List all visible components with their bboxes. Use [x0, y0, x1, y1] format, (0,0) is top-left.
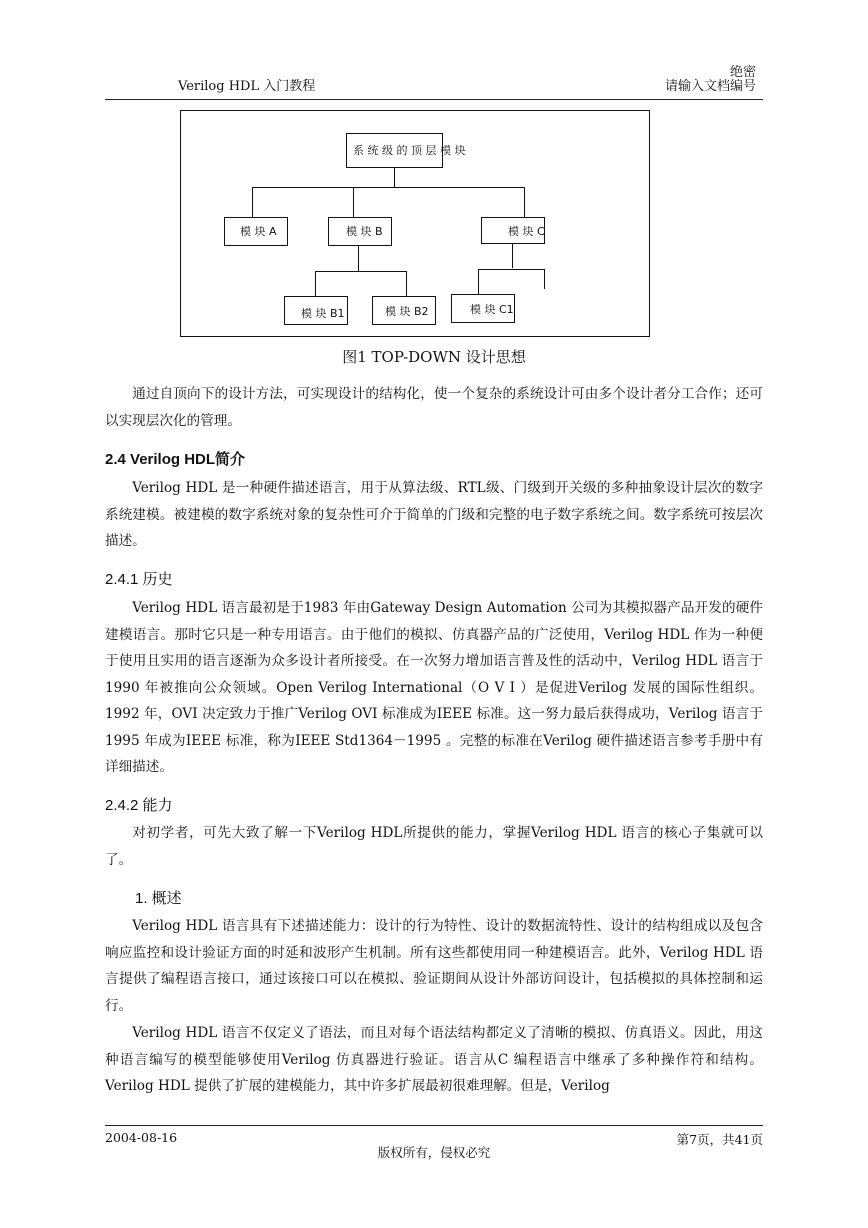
- connector: [252, 187, 525, 188]
- footer-page-number: 第7页，共41页: [676, 1132, 763, 1147]
- paragraph-overview-1: [105, 913, 763, 1019]
- connector: [353, 187, 354, 217]
- paragraph-overview-2-text: Verilog HDL 语言不仅定义了语法，而且对每个语法结构都定义了清晰的模拟、仿真语义。因此，用这种语言编写的模型能够使用Verilog 仿真器进行验证。语言从C 编程语言中继承了多种操作符和结构。Verilog HDL 提供了扩展的建模能力，其中许多扩展最初很难理解。但是，Verilog: [105, 1025, 763, 1094]
- diagram-module-b2: [372, 296, 436, 325]
- paragraph-intro: [105, 381, 763, 434]
- footer-rule: [105, 1125, 763, 1126]
- diagram-module-a-label: 模 块 A: [240, 225, 277, 238]
- figure-caption: 图1 TOP-DOWN 设计思想: [342, 348, 526, 366]
- diagram-module-c: [481, 217, 545, 244]
- diagram-module-b2-label: 模 块 B2: [385, 305, 429, 318]
- diagram-module-a: [224, 217, 288, 246]
- subheading-overview: 1. 概述: [135, 890, 182, 907]
- footer-copyright: 版权所有，侵权必究: [377, 1145, 491, 1160]
- diagram-top-module-label: 系 统 级 的 顶 层 模 块: [353, 144, 466, 157]
- paragraph-overview-2: [105, 1020, 763, 1100]
- connector: [315, 271, 316, 296]
- paragraph-2-4-2-text: 对初学者，可先大致了解一下Verilog HDL所提供的能力，掌握Verilog HDL 语言的核心子集就可以了。: [105, 825, 763, 868]
- paragraph-2-4-1-text: Verilog HDL 语言最初是于1983 年由Gateway Design Automation 公司为其模拟器产品开发的硬件建模语言。那时它只是一种专用语言。由于他们的模拟、仿真器产品的广泛使用，Verilog HDL 作为一种便于使用且实用的语言逐渐为众多设计者所接受。在一次努力增加语言普及性的活动中，Verilog HDL 语言于1990 年被推向公众领域。Open Verilog International（O V I ）是促进Verilog 发展的国际性组织。1992 年，OVI 决定致力于推广Verilog OVI 标准成为IEEE 标准。这一努力最后获得成功，Verilog 语言于1995 年成为IEEE 标准，称为IEEE Std1364－1995 。完整的标准在Verilog 硬件描述语言参考手册中有详细描述。: [105, 600, 763, 775]
- connector: [406, 271, 407, 296]
- connector: [512, 244, 513, 268]
- section-heading-2-4: 2.4 Verilog HDL简介: [105, 451, 246, 468]
- connector: [394, 168, 395, 188]
- diagram-module-c1: [451, 294, 515, 323]
- diagram-module-b-label: 模 块 B: [346, 225, 383, 238]
- paragraph-2-4: [105, 475, 763, 555]
- paragraph-2-4-text: Verilog HDL 是一种硬件描述语言，用于从算法级、RTL级、门级到开关级的多种抽象设计层次的数字系统建模。被建模的数字系统对象的复杂性可介于简单的门级和完整的电子数字系统之间。数字系统可按层次描述。: [105, 480, 763, 549]
- section-heading-2-4-2: 2.4.2 能力: [105, 797, 173, 814]
- paragraph-2-4-2: [105, 820, 763, 873]
- paragraph-overview-1-text: Verilog HDL 语言具有下述描述能力：设计的行为特性、设计的数据流特性、设计的结构组成以及包含响应监控和设计验证方面的时延和波形产生机制。所有这些都使用同一种建模语言。此外，Verilog HDL 语言提供了编程语言接口，通过该接口可以在模拟、验证期间从设计外部访问设计，包括模拟的具体控制和运行。: [105, 918, 763, 1014]
- header-rule: [105, 99, 763, 100]
- connector: [544, 269, 545, 289]
- diagram-module-b1-label: 模 块 B1: [301, 307, 345, 320]
- connector: [478, 269, 479, 295]
- header-doc-number: 请输入文档编号: [664, 79, 756, 94]
- paragraph-intro-text: 通过自顶向下的设计方法，可实现设计的结构化，使一个复杂的系统设计可由多个设计者分工合作；还可以实现层次化的管理。: [105, 386, 763, 429]
- section-heading-2-4-1: 2.4.1 历史: [105, 571, 173, 588]
- header-classification: 绝密: [729, 65, 756, 80]
- diagram-module-b1: [284, 296, 348, 325]
- diagram-module-c-label: 模 块 C: [508, 225, 545, 238]
- connector: [478, 269, 545, 270]
- connector: [358, 246, 359, 271]
- connector: [252, 187, 253, 217]
- diagram-top-module: [346, 133, 466, 168]
- diagram-module-c1-label: 模 块 C1: [470, 303, 514, 316]
- header-doc-title: Verilog HDL 入门教程: [178, 79, 316, 94]
- connector: [524, 187, 525, 217]
- footer-date: 2004-08-16: [105, 1130, 178, 1145]
- diagram-module-b: [328, 217, 392, 246]
- top-down-diagram: [180, 110, 650, 337]
- connector: [315, 271, 407, 272]
- paragraph-2-4-1: [105, 595, 763, 781]
